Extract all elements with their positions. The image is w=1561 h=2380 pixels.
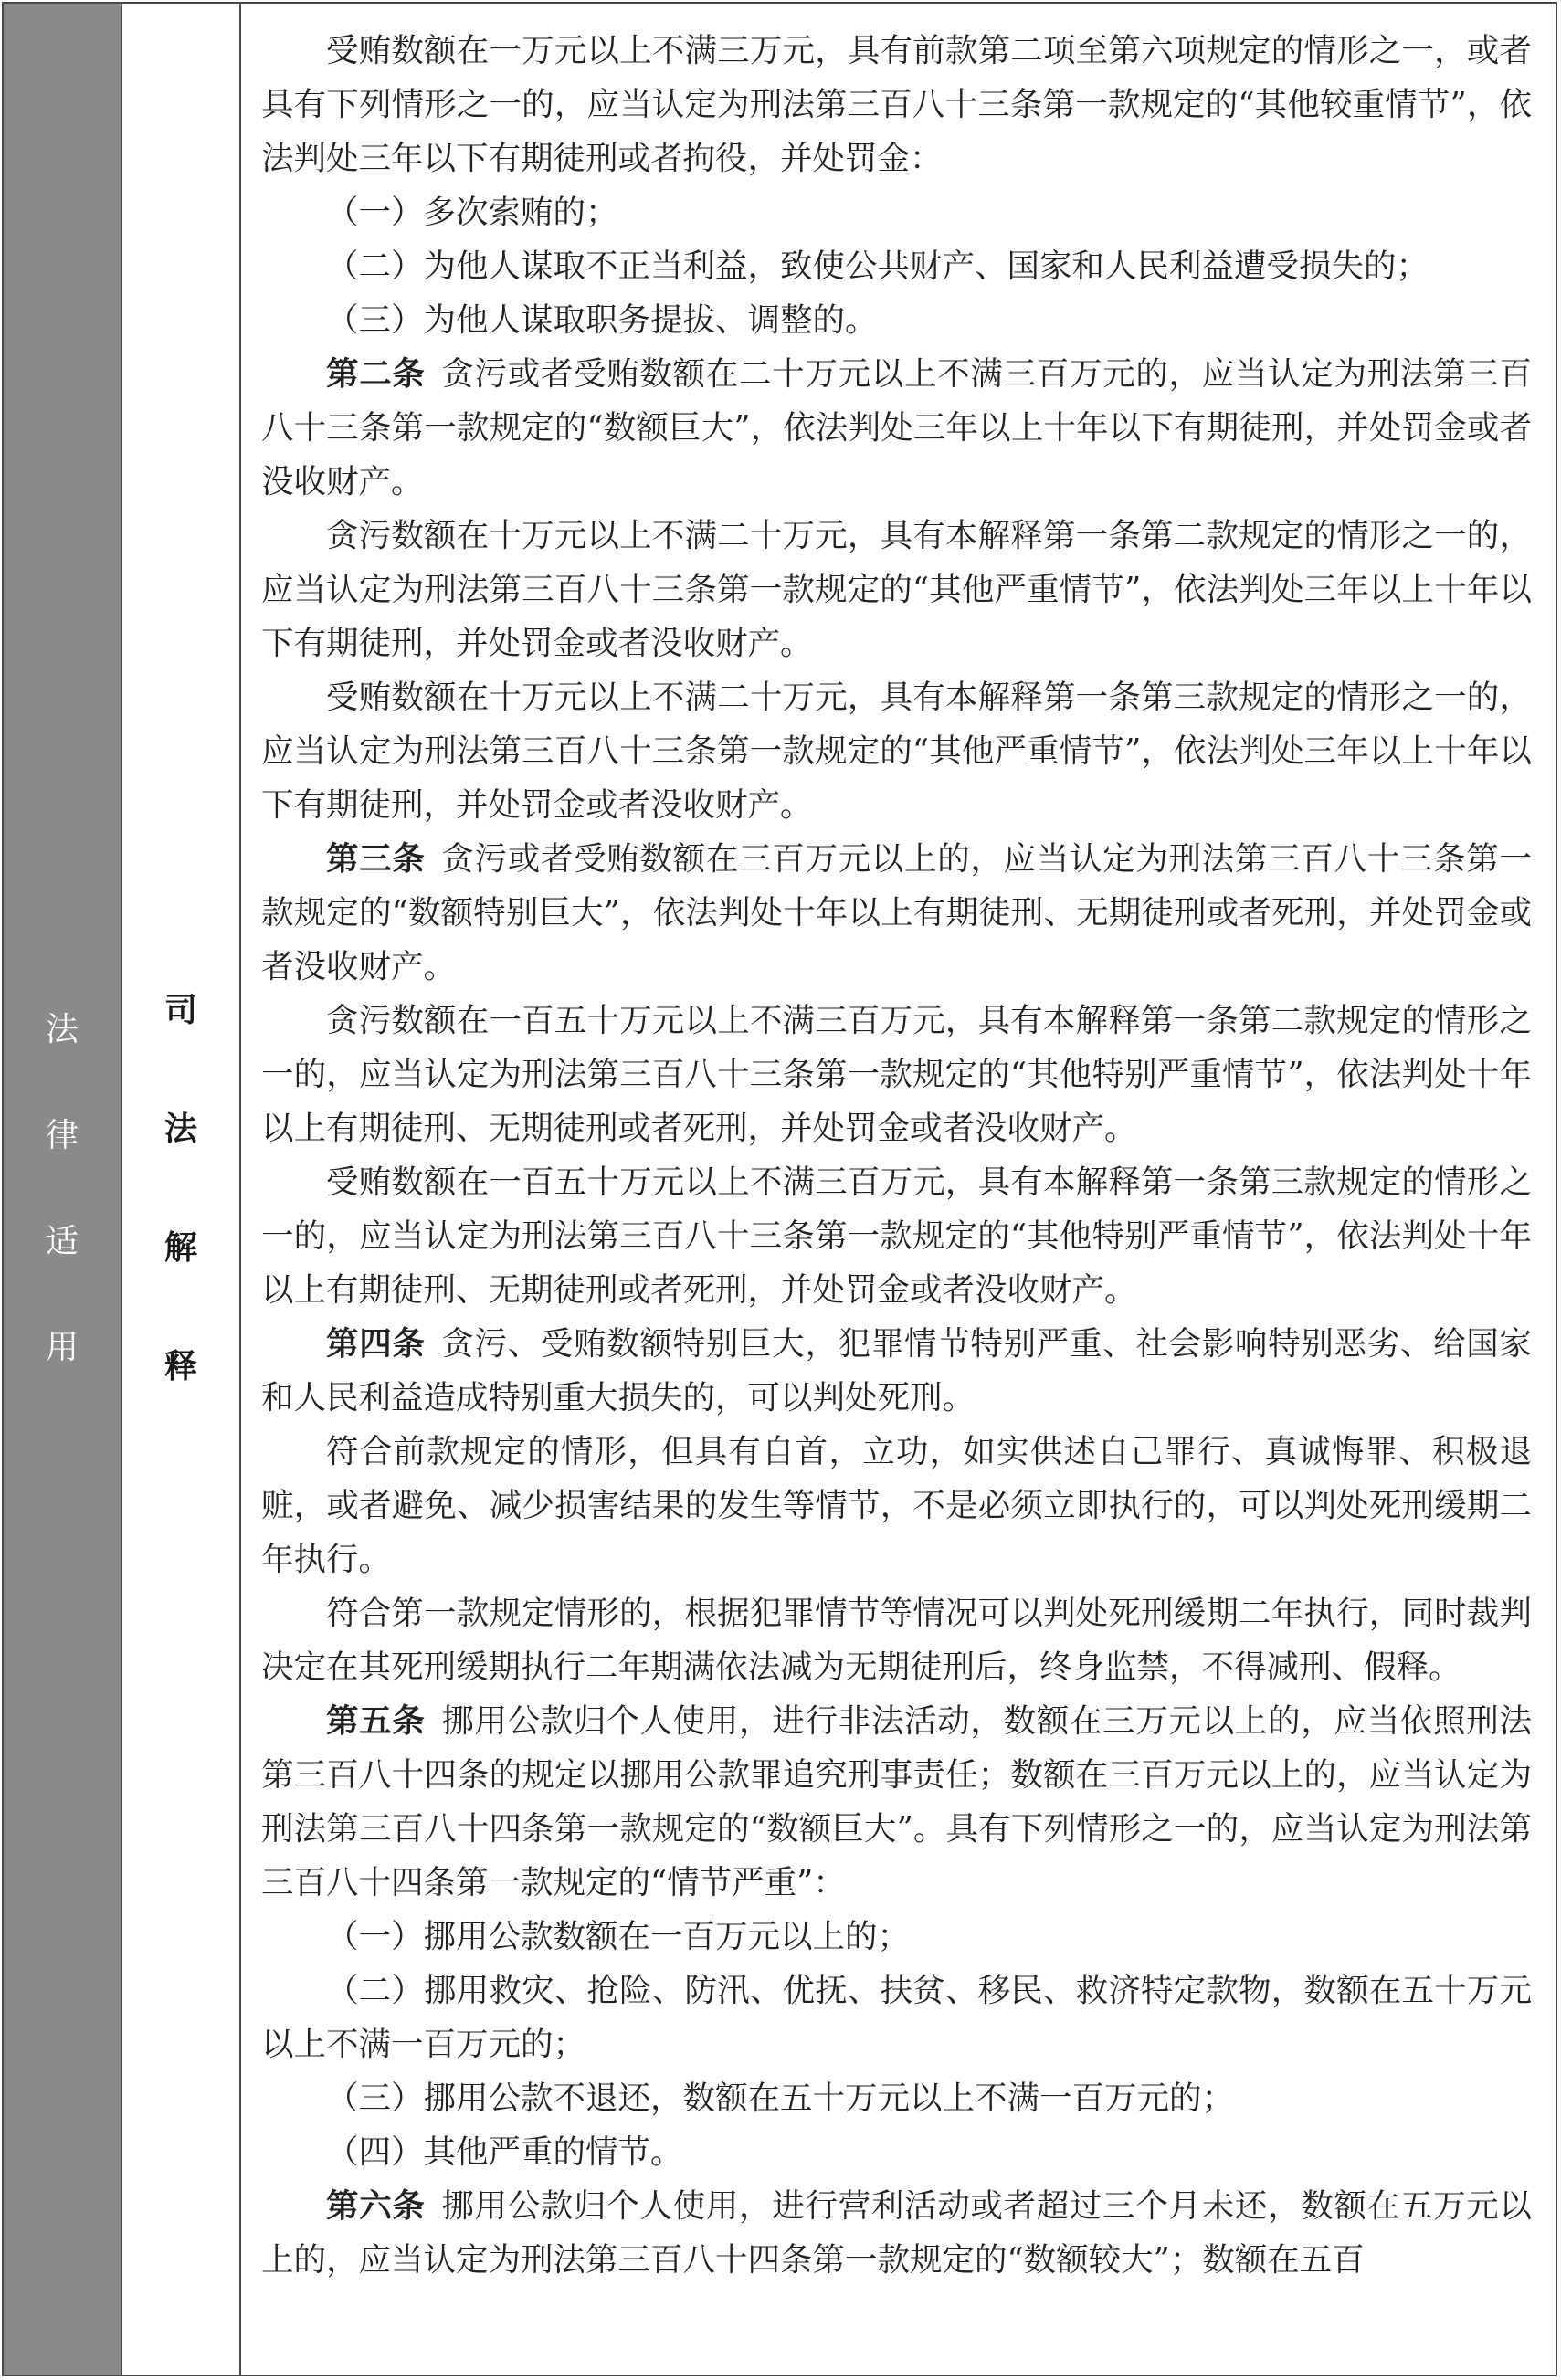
paragraph-text: （二）为他人谋取不正当利益，致使公共财产、国家和人民利益遭受损失的； — [326, 247, 1429, 285]
subcategory-char: 司 — [163, 992, 197, 1029]
article-number: 第四条 — [326, 1325, 426, 1363]
paragraph-text: 贪污数额在一百五十万元以上不满三百万元，具有本解释第一条第二款规定的情形之一的，应当认定为刑法第三百八十三条第一款规定的“其他特别严重情节”，依法判处十年以上有期徒刑、无期徒刑或者死刑，并处罚金或者没收财产。 — [261, 1002, 1532, 1147]
paragraph — [261, 1694, 1532, 1910]
paragraph-text: 贪污或者受贿数额在三百万元以上的，应当认定为刑法第三百八十三条第一款规定的“数额特别巨大”，依法判处十年以上有期徒刑、无期徒刑或者死刑，并处罚金或者没收财产。 — [261, 840, 1532, 985]
article-number: 第二条 — [326, 355, 426, 393]
subcategory-column — [122, 4, 241, 2375]
article-number: 第六条 — [326, 2187, 426, 2225]
paragraph-text: 符合第一款规定情形的，根据犯罪情节等情况可以判处死刑缓期二年执行，同时裁判决定在其死刑缓期执行二年期满依法减为无期徒刑后，终身监禁，不得减刑、假释。 — [261, 1595, 1532, 1686]
paragraph-text: （一）多次索贿的； — [326, 194, 618, 231]
paragraph — [261, 1155, 1532, 1317]
article-number: 第三条 — [326, 840, 426, 878]
paragraph-text: 贪污数额在十万元以上不满二十万元，具有本解释第一条第二款规定的情形之一的，应当认定为刑法第三百八十三条第一款规定的“其他严重情节”，依法判处三年以上十年以下有期徒刑，并处罚金或者没收财产。 — [261, 517, 1532, 662]
paragraph — [261, 2179, 1532, 2287]
paragraph — [261, 994, 1532, 1155]
category-char: 用 — [45, 1329, 79, 1366]
category-char: 律 — [45, 1117, 79, 1154]
paragraph-text: 受贿数额在一万元以上不满三万元，具有前款第二项至第六项规定的情形之一，或者具有下列情形之一的，应当认定为刑法第三百八十三条第一款规定的“其他较重情节”，依法判处三年以下有期徒刑或者拘役，并处罚金： — [261, 32, 1532, 177]
paragraph — [261, 24, 1532, 185]
paragraph — [261, 347, 1532, 509]
paragraph-text: 挪用公款归个人使用，进行营利活动或者超过三个月未还，数额在五万元以上的，应当认定为刑法第三百八十四条第一款规定的“数额较大”；数额在五百 — [261, 2187, 1532, 2279]
paragraph — [261, 1910, 1532, 1964]
subcategory-char: 解 — [163, 1229, 197, 1267]
category-char: 法 — [45, 1011, 79, 1048]
paragraph-text: （四）其他严重的情节。 — [326, 2133, 683, 2171]
category-char: 适 — [45, 1223, 79, 1260]
paragraph-text: （三）为他人谋取职务提拔、调整的。 — [326, 301, 878, 339]
paragraph-text: 受贿数额在十万元以上不满二十万元，具有本解释第一条第三款规定的情形之一的，应当认定为刑法第三百八十三条第一款规定的“其他严重情节”，依法判处三年以上十年以下有期徒刑，并处罚金或者没收财产。 — [261, 679, 1532, 824]
paragraph — [261, 1425, 1532, 1586]
category-column — [4, 4, 122, 2375]
subcategory-char: 法 — [163, 1111, 197, 1148]
paragraph-text: （三）挪用公款不退还，数额在五十万元以上不满一百万元的； — [326, 2080, 1235, 2117]
law-table — [2, 2, 1557, 2376]
paragraph-text: 贪污或者受贿数额在二十万元以上不满三百万元的，应当认定为刑法第三百八十三条第一款规定的“数额巨大”，依法判处三年以上十年以下有期徒刑，并处罚金或者没收财产。 — [261, 355, 1532, 500]
paragraph-text: 贪污、受贿数额特别巨大，犯罪情节特别严重、社会影响特别恶劣、给国家和人民利益造成特别重大损失的，可以判处死刑。 — [261, 1325, 1532, 1416]
paragraph — [261, 1964, 1532, 2071]
paragraph-text: （一）挪用公款数额在一百万元以上的； — [326, 1918, 911, 1955]
paragraph-text: （二）挪用救灾、抢险、防汛、优抚、扶贫、移民、救济特定款物，数额在五十万元以上不满一百万元的； — [261, 1972, 1532, 2063]
interpretation-text — [241, 4, 1556, 2375]
paragraph — [261, 1586, 1532, 1694]
article-number: 第五条 — [326, 1702, 426, 1740]
paragraph — [261, 2071, 1532, 2125]
paragraph — [261, 2125, 1532, 2179]
paragraph — [261, 293, 1532, 347]
paragraph — [261, 509, 1532, 670]
paragraph — [261, 239, 1532, 293]
paragraph — [261, 185, 1532, 239]
subcategory-char: 释 — [163, 1348, 197, 1385]
paragraph-text: 符合前款规定的情形，但具有自首，立功，如实供述自己罪行、真诚悔罪、积极退赃，或者避免、减少损害结果的发生等情节，不是必须立即执行的，可以判处死刑缓期二年执行。 — [261, 1433, 1532, 1578]
paragraph-text: 挪用公款归个人使用，进行非法活动，数额在三万元以上的，应当依照刑法第三百八十四条的规定以挪用公款罪追究刑事责任；数额在三百万元以上的，应当认定为刑法第三百八十四条第一款规定的“数额巨大”。具有下列情形之一的，应当认定为刑法第三百八十四条第一款规定的“情节严重”： — [261, 1702, 1532, 1901]
paragraph-text: 受贿数额在一百五十万元以上不满三百万元，具有本解释第一条第三款规定的情形之一的，应当认定为刑法第三百八十三条第一款规定的“其他特别严重情节”，依法判处十年以上有期徒刑、无期徒刑或者死刑，并处罚金或者没收财产。 — [261, 1164, 1532, 1309]
paragraph — [261, 670, 1532, 832]
paragraph — [261, 1317, 1532, 1425]
paragraph — [261, 832, 1532, 994]
